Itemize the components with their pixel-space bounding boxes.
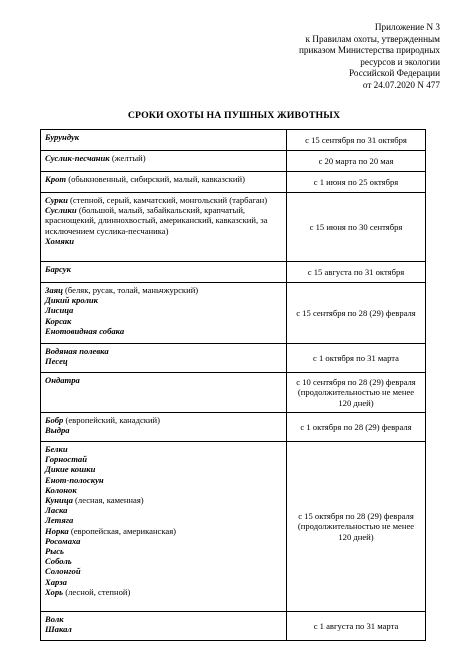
hunting-period-cell [287, 413, 426, 442]
animal-name: Песец [45, 356, 68, 367]
animal-entry [45, 546, 282, 556]
hunting-period-text: с 1 октября по 28 (29) февраля [300, 421, 412, 432]
animal-entry [45, 153, 282, 163]
table-row [41, 130, 426, 151]
hunting-period-text: с 15 июня по 30 сентября [309, 221, 403, 232]
table-row [41, 262, 426, 283]
hunting-period-text: с 20 марта по 20 мая [318, 155, 394, 166]
hunting-period-text: с 10 сентября по 28 (29) февраля [296, 377, 416, 388]
animals-cell [41, 283, 287, 344]
animals-cell [41, 130, 287, 151]
animal-entry [45, 305, 282, 315]
hunting-period-text: 120 дней) [338, 531, 374, 542]
animal-name: Колонок [45, 484, 77, 495]
hunting-period-text: с 15 октября по 28 (29) февраля [298, 511, 414, 522]
animal-name: Суслик-песчаник [45, 153, 110, 163]
animal-entry [45, 174, 282, 184]
table-row [41, 172, 426, 193]
animals-cell [41, 344, 287, 373]
animal-name: Корсак [45, 315, 72, 326]
animal-entry [45, 464, 282, 474]
animal-entry [45, 536, 282, 546]
animal-entry [45, 624, 282, 634]
appendix-line: Приложение N 3 [374, 22, 440, 32]
animal-name: Ондатра [45, 375, 80, 385]
animal-entry [45, 346, 282, 356]
animal-name: Енот-полоскун [45, 474, 104, 485]
hunting-period-text: с 15 сентября по 28 (29) февраля [296, 307, 416, 318]
hunting-period-text: с 1 июня по 25 октября [313, 176, 399, 187]
animal-note: (беляк, русак, толай, маньчжурский) [62, 285, 199, 295]
animal-name: Росомаха [45, 535, 81, 546]
hunting-period-cell [287, 283, 426, 344]
animal-name: Летяга [45, 515, 74, 526]
animal-name: Выдра [45, 425, 70, 436]
animal-name: Суслики [45, 205, 77, 216]
animal-name: Водяная полевка [45, 346, 109, 356]
animal-name: Норка [45, 525, 69, 536]
animal-entry [45, 475, 282, 485]
appendix-line: ресурсов и экологии [360, 56, 440, 67]
table-row [41, 612, 426, 641]
hunting-terms-table [40, 129, 426, 641]
animal-name: Шакал [45, 624, 72, 635]
table-row [41, 442, 426, 612]
animal-entry [45, 454, 282, 464]
animal-entry [45, 444, 282, 454]
animal-note: (европейская, американская) [68, 525, 177, 536]
animal-entry [45, 566, 282, 576]
appendix-line: от 24.07.2020 N 477 [362, 79, 440, 90]
animal-entry [45, 132, 282, 142]
animal-entry [45, 375, 282, 385]
hunting-period-text: с 1 августа по 31 марта [313, 620, 399, 631]
animal-entry [45, 587, 282, 597]
document-title: СРОКИ ОХОТЫ НА ПУШНЫХ ЖИВОТНЫХ [127, 110, 341, 121]
animal-entry [45, 316, 282, 326]
animal-name: Енотовидная собака [45, 325, 125, 336]
animal-entry [45, 425, 282, 435]
hunting-period-cell [287, 442, 426, 612]
animals-cell [41, 373, 287, 413]
animal-entry [45, 556, 282, 566]
animal-entry [45, 577, 282, 587]
animals-cell [41, 442, 287, 612]
appendix-line: Российской Федерации [349, 68, 440, 78]
hunting-period-text: (продолжительностью не менее [297, 521, 415, 532]
animal-name: Солонгой [45, 566, 81, 577]
appendix-line: к Правилам охоты, утвержденным [305, 33, 440, 44]
table-row [41, 151, 426, 172]
animal-name: Куница [45, 495, 73, 506]
hunting-period-cell [287, 130, 426, 151]
hunting-period-cell [287, 151, 426, 172]
animal-name: Хомяки [45, 235, 74, 246]
animal-name: Лисица [45, 305, 74, 316]
table-row [41, 413, 426, 442]
animal-entry [45, 326, 282, 336]
animal-entry [45, 505, 282, 515]
hunting-period-text: (продолжительностью не менее [297, 387, 415, 398]
animal-note: (лесная, каменная) [72, 495, 144, 506]
animal-note: (европейский, канадский) [63, 415, 161, 425]
animal-name: Харза [45, 576, 67, 587]
appendix-line: приказом Министерства природных [298, 45, 440, 55]
hunting-period-text: с 15 сентября по 31 октября [305, 134, 407, 145]
animal-entry [45, 195, 282, 205]
animal-entry [45, 526, 282, 536]
animals-cell [41, 413, 287, 442]
animal-entry [45, 515, 282, 525]
animal-name: Ласка [45, 505, 68, 516]
animal-entry [45, 356, 282, 366]
hunting-period-cell [287, 373, 426, 413]
animal-entry [45, 495, 282, 505]
animal-note: (желтый) [109, 153, 146, 163]
animal-name: Соболь [45, 556, 72, 567]
animals-cell [41, 262, 287, 283]
hunting-period-text: 120 дней) [338, 397, 374, 408]
table-row [41, 373, 426, 413]
animal-name: Крот [45, 174, 67, 184]
appendix-header [220, 22, 440, 91]
animal-name: Сурки [45, 195, 68, 205]
animal-name: Дикий кролик [45, 295, 98, 306]
animal-name: Белки [45, 444, 68, 454]
animal-note: (обыкновенный, сибирский, малый, кавказский) [66, 174, 245, 184]
animal-entry [45, 415, 282, 425]
animals-cell [41, 193, 287, 262]
animals-cell [41, 151, 287, 172]
animal-entry [45, 485, 282, 495]
animal-note: (большой, малый, забайкальский, крапчатый, краснощекий, длиннохвостый, американский, кавказский, за исключением суслика-песчаника) [45, 205, 268, 236]
hunting-period-cell [287, 612, 426, 641]
table-row [41, 344, 426, 373]
table-row [41, 283, 426, 344]
animal-entry [45, 264, 282, 274]
animals-cell [41, 172, 287, 193]
animal-name: Заяц [45, 285, 63, 295]
animal-name: Бурундук [45, 132, 80, 142]
animals-cell [41, 612, 287, 641]
animal-name: Хорь [45, 586, 64, 597]
animal-entry [45, 614, 282, 624]
animal-name: Бобр [45, 415, 64, 425]
hunting-period-cell [287, 172, 426, 193]
animal-name: Дикие кошки [45, 464, 96, 475]
hunting-period-cell [287, 193, 426, 262]
animal-name: Барсук [45, 264, 71, 274]
animal-note: (степной, серый, камчатский, монгольский (тарбаган) [67, 195, 268, 205]
animal-name: Рысь [45, 546, 64, 557]
hunting-period-cell [287, 344, 426, 373]
animal-entry [45, 285, 282, 295]
animal-note: (лесной, степной) [63, 586, 131, 597]
hunting-period-text: с 1 октября по 31 марта [313, 352, 399, 363]
hunting-period-text: с 15 августа по 31 октября [307, 266, 405, 277]
table-row [41, 193, 426, 262]
animal-entry [45, 295, 282, 305]
animal-name: Волк [45, 614, 64, 624]
animal-name: Горностай [45, 454, 87, 465]
animal-entry [45, 205, 282, 236]
hunting-period-cell [287, 262, 426, 283]
animal-entry [45, 236, 282, 246]
